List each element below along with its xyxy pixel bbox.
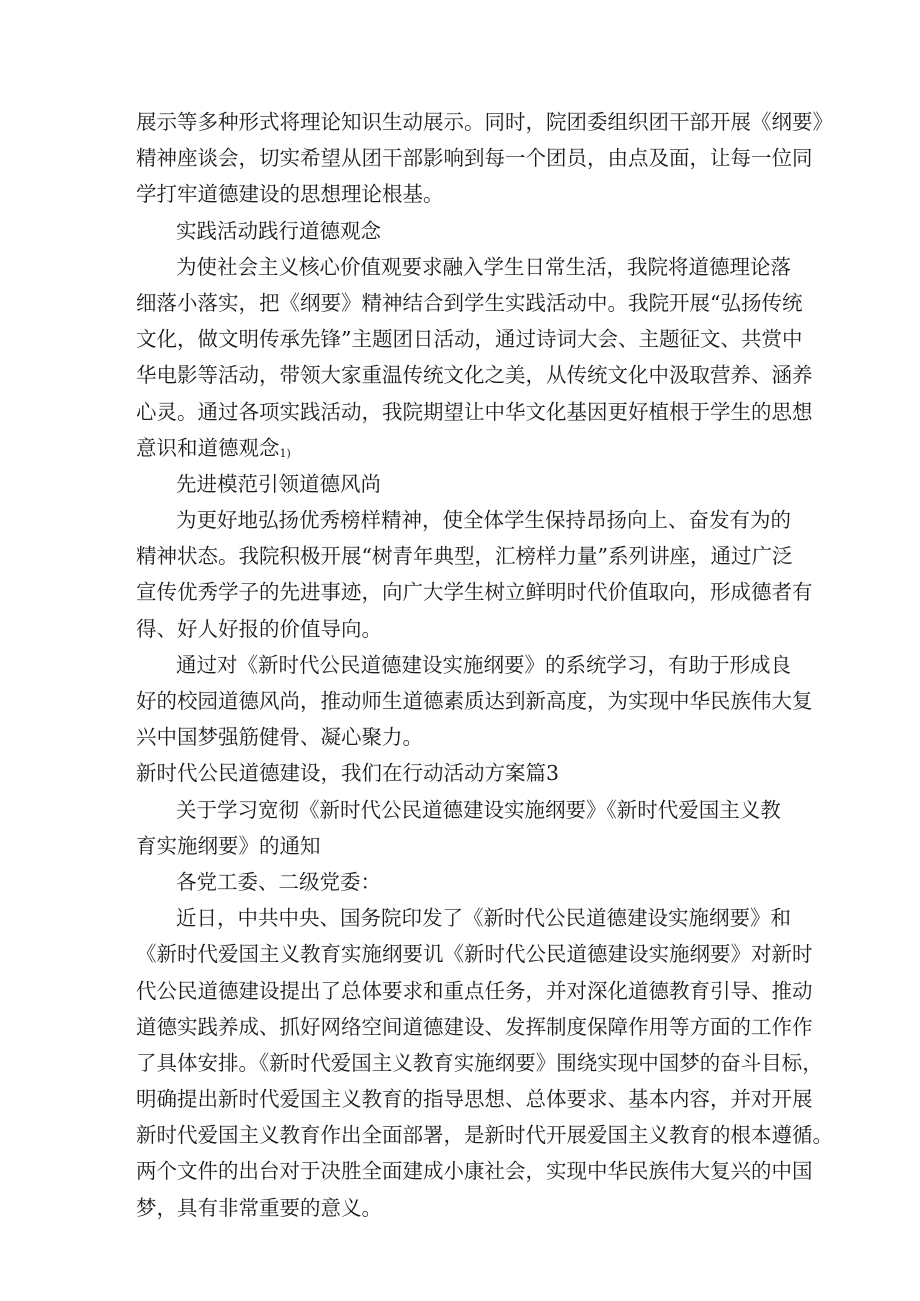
line-text: 道德实践养成、抓好网络空间道德建设、发挥制度保障作用等方面的工作作 xyxy=(136,1014,813,1039)
line-text: 实践活动践行道德观念 xyxy=(176,218,381,243)
text-line xyxy=(136,647,796,683)
text-line xyxy=(136,285,803,321)
text-line xyxy=(136,611,796,647)
line-text: 先进模范引领道德风尚 xyxy=(176,471,381,496)
line-text: 心灵。通过各项实践活动，我院期望让中华文化基因更好植根于学生的思想 xyxy=(136,399,813,424)
document-body xyxy=(136,104,833,1226)
line-text: 宣传优秀学子的先进事迹，向广大学生树立鲜明时代价值取向，形成德者有 xyxy=(136,580,813,605)
text-line xyxy=(136,719,796,755)
line-text: 通过对《新时代公民道德建设实施纲要》的系统学习，有助于形成良 xyxy=(176,652,791,677)
text-line xyxy=(136,1045,823,1081)
line-text: 新时代公民道德建设，我们在行动活动方案篇3 xyxy=(136,761,560,786)
text-line xyxy=(136,394,813,430)
text-line xyxy=(136,973,813,1009)
text-line xyxy=(136,1081,813,1117)
line-text: 《新时代爱国主义教育实施纲要讥《新时代公民道德建设实施纲要》对新时 xyxy=(136,942,813,967)
line-text: 了具体安排。《新时代爱国主义教育实施纲要》围绕实现中国梦的奋斗目标， xyxy=(136,1050,823,1075)
text-line xyxy=(136,502,796,538)
text-line xyxy=(136,755,796,791)
text-line xyxy=(136,828,796,864)
line-text: 精神座谈会，切实希望从团干部影响到每一个团员，由点及面，让每一位同 xyxy=(136,146,813,171)
line-text: 文化，做文明传承先锋”主题团日活动，通过诗词大会、主题征文、共赏中 xyxy=(136,327,803,352)
text-line xyxy=(136,1117,833,1153)
line-text: 细落小落实，把《纲要》精神结合到学生实践活动中。我院开展“弘扬传统 xyxy=(136,290,803,315)
line-text: 展示等多种形式将理论知识生动展示。同时，院团委组织团干部开展《纲要》 xyxy=(136,110,833,134)
text-line xyxy=(136,683,813,719)
line-text: 意识和道德观念 xyxy=(136,435,280,460)
line-text: 学打牢道德建设的思想理论根基。 xyxy=(136,182,444,207)
line-text: 好的校园道德风尚，推动师生道德素质达到新高度，为实现中华民族伟大复 xyxy=(136,689,813,713)
line-text: 育实施纲要》的通知 xyxy=(136,833,321,858)
line-text: 明确提出新时代爱国主义教育的指导思想、总体要求、基本内容，并对开展 xyxy=(136,1087,813,1112)
line-text: 兴中国梦强筋健骨、凝心聚力。 xyxy=(136,725,423,750)
text-line xyxy=(136,864,796,900)
line-text: 关于学习宽彻《新时代公民道德建设实施纲要》《新时代爱国主义教 xyxy=(176,797,781,822)
text-line xyxy=(136,1153,813,1189)
text-line xyxy=(136,466,796,502)
line-text: 为使社会主义核心价值观要求融入学生日常生活，我院将道德理论落 xyxy=(176,254,791,279)
line-text: 得、好人好报的价值导向。 xyxy=(136,616,382,641)
line-text: 近日，中共中央、国务院印发了《新时代公民道德建设实施纲要》和 xyxy=(176,906,791,931)
text-line xyxy=(136,1009,813,1045)
line-text: 各党工委、二级党委： xyxy=(176,869,381,894)
text-line xyxy=(136,140,813,176)
text-line xyxy=(136,213,796,249)
text-line xyxy=(136,900,796,936)
text-line xyxy=(136,104,833,140)
line-text: 梦，具有非常重要的意义。 xyxy=(136,1195,382,1220)
line-text: 为更好地弘扬优秀榜样精神，使全体学生保持昂扬向上、奋发有为的 xyxy=(176,508,791,533)
line-text: 精神状态。我院积极开展“树青年典型，汇榜样力量”系列讲座，通过广泛 xyxy=(136,544,793,569)
text-line xyxy=(136,430,796,466)
line-text: 新时代爱国主义教育作出全面部署，是新时代开展爱国主义教育的根本遵循。 xyxy=(136,1123,833,1148)
text-line xyxy=(136,357,813,393)
text-line xyxy=(136,792,796,828)
text-line xyxy=(136,1190,796,1226)
text-line xyxy=(136,538,796,574)
note-mark: 1) xyxy=(279,446,291,460)
text-line xyxy=(136,936,813,972)
text-line xyxy=(136,574,813,610)
line-text: 代公民道德建设提出了总体要求和重点任务，并对深化道德教育引导、推动 xyxy=(136,978,813,1003)
text-line xyxy=(136,176,796,212)
line-text: 华电影等活动，带领大家重温传统文化之美，从传统文化中汲取营养、涵养 xyxy=(136,363,813,388)
text-line xyxy=(136,249,796,285)
text-line xyxy=(136,321,803,357)
line-text: 两个文件的出台对于决胜全面建成小康社会，实现中华民族伟大复兴的中国 xyxy=(136,1159,813,1184)
